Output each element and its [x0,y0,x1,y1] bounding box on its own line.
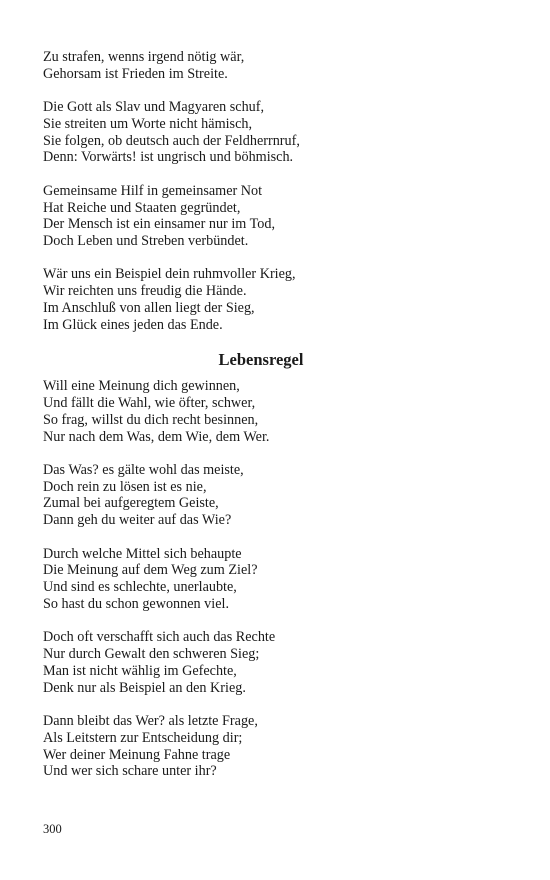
page-number: 300 [43,822,62,836]
verse-line: Sie streiten um Worte nicht hämisch, [43,115,253,132]
verse-line: Die Meinung auf dem Weg zum Ziel? [43,562,258,579]
stanza [43,462,513,529]
stanza [43,99,513,166]
verse-line: Dann geh du weiter auf das Wie? [43,512,232,529]
verse-line: Nur durch Gewalt den schweren Sieg; [43,646,260,663]
verse-line: Doch Leben und Streben verbündet. [43,233,249,250]
verse-line: Im Glück eines jeden das Ende. [43,316,223,333]
verse-line: Gemeinsame Hilf in gemeinsamer Not [43,182,263,199]
verse-line: Das Was? es gälte wohl das meiste, [43,461,244,478]
poem-lebensregel [43,378,513,780]
verse-line: Sie folgen, ob deutsch auch der Feldherrnruf, [43,132,300,149]
verse-line: Man ist nicht wählig im Gefechte, [43,662,237,679]
verse-line: Wir reichten uns freudig die Hände. [43,283,247,300]
verse-line: Zu strafen, wenns irgend nötig wär, [43,49,245,65]
verse-line: Zumal bei aufgeregtem Geiste, [43,495,219,512]
verse-line: Als Leitstern zur Entscheidung dir; [43,729,243,746]
verse-line: Dann bleibt das Wer? als letzte Frage, [43,712,258,729]
verse-line: Denn: Vorwärts! ist ungrisch und böhmisch. [43,149,294,166]
poem-title: Lebensregel [218,350,304,370]
stanza [43,629,513,696]
verse-line: Doch oft verschafft sich auch das Rechte [43,629,276,646]
verse-line: Und sind es schlechte, unerlaubte, [43,579,237,596]
poem-continuation [43,49,513,334]
verse-line: Will eine Meinung dich gewinnen, [43,378,240,395]
verse-line: Und wer sich schare unter ihr? [43,763,217,780]
verse-line: Hat Reiche und Staaten gegründet, [43,199,241,216]
verse-line: Nur nach dem Was, dem Wie, dem Wer. [43,428,270,445]
stanza [43,266,513,333]
verse-line: Wer deiner Meinung Fahne trage [43,746,231,763]
verse-line: Der Mensch ist ein einsamer nur im Tod, [43,216,276,233]
verse-line: So hast du schon gewonnen viel. [43,595,229,612]
stanza [43,183,513,250]
verse-line: Im Anschluß von allen liegt der Sieg, [43,300,255,317]
verse-line: Die Gott als Slav und Magyaren schuf, [43,99,265,116]
verse-line: Denk nur als Beispiel an den Krieg. [43,679,246,696]
stanza [43,713,513,780]
verse-line: Durch welche Mittel sich behaupte [43,545,242,562]
stanza [43,546,513,613]
stanza [43,49,513,83]
verse-line: Und fällt die Wahl, wie öfter, schwer, [43,394,256,411]
verse-line: Gehorsam ist Frieden im Streite. [43,65,228,82]
verse-line: Doch rein zu lösen ist es nie, [43,478,207,495]
verse-line: So frag, willst du dich recht besinnen, [43,411,259,428]
stanza [43,378,513,445]
verse-line: Wär uns ein Beispiel dein ruhmvoller Krieg, [43,266,296,283]
page-content [43,49,513,797]
